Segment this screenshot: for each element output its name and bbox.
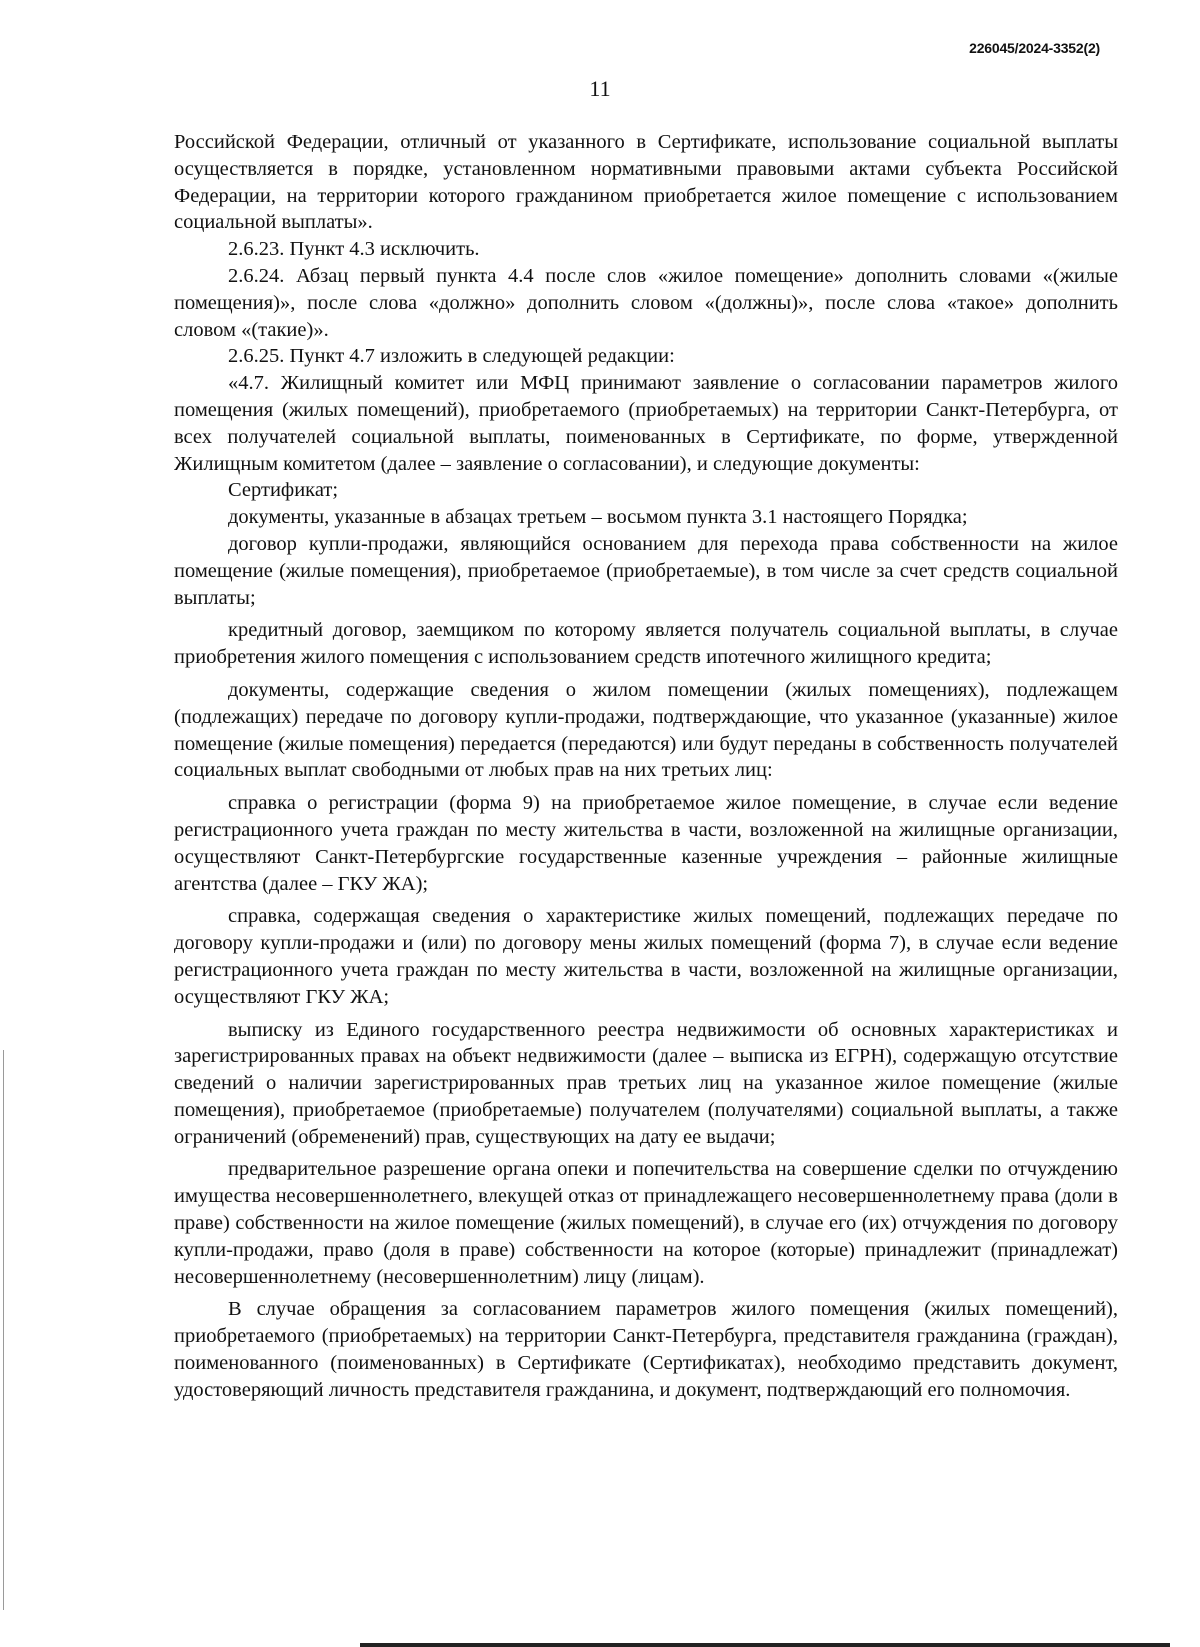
document-id: 226045/2024-3352(2) [969, 40, 1100, 56]
paragraph: документы, указанные в абзацах третьем – восьмом пункта 3.1 настоящего Порядка; [228, 506, 968, 529]
paragraph: В случае обращения за согласованием параметров жилого помещения (жилых помещений), приобретаемого (приобретаемых) на территории Санкт-Петербурга, представителя гражданина (граждан), поименованного (поименованных) в Сертификате (Сертификатах), необходимо представить документ, удостоверяющий личность представителя гражданина, и документ, подтверждающий его полномочия. [174, 1298, 1118, 1401]
paragraph: 2.6.24. Абзац первый пункта 4.4 после слов «жилое помещение» дополнить словами «(жилые помещения)», после слова «должно» дополнить словом «(должны)», после слова «такое» дополнить словом «(такие)». [174, 264, 1118, 341]
paragraph: выписку из Единого государственного реестра недвижимости об основных характеристиках и зарегистрированных правах на объект недвижимости (далее – выписка из ЕГРН), содержащую отсутствие сведений о наличии зарегистрированных прав третьих лиц на указанное жилое помещение (жилые помещения), приобретаемое (приобретаемые) получателем (получателями) социальной выплаты, а также ограничений (обременений) прав, существующих на дату ее выдачи; [174, 1018, 1118, 1148]
paragraph: Российской Федерации, отличный от указанного в Сертификате, использование социальной выплаты осуществляется в порядке, установленном нормативными правовыми актами субъекта Российской Федерации, на территории которого гражданином приобретается жилое помещение с использованием социальной выплаты». [174, 131, 1118, 234]
paragraph: справка о регистрации (форма 9) на приобретаемое жилое помещение, в случае если ведение регистрационного учета граждан по месту жительства в части, возложенной на жилищные организации, осуществляют Санкт-Петербургские государственные казенные учреждения – районные жилищные агентства (далее – ГКУ ЖА); [174, 792, 1118, 895]
paragraph: «4.7. Жилищный комитет или МФЦ принимают заявление о согласовании параметров жилого помещения (жилых помещений), приобретаемого (приобретаемых) на территории Санкт-Петербурга, от всех получателей социальной выплаты, поименованных в Сертификате, по форме, утвержденной Жилищным комитетом (далее – заявление о согласовании), и следующие документы: [174, 372, 1118, 475]
paragraph: договор купли-продажи, являющийся основанием для перехода права собственности на жилое помещение (жилые помещения), приобретаемое (приобретаемые), в том числе за счет средств социальной выплаты; [174, 532, 1118, 609]
scan-edge-line [3, 1050, 4, 1610]
paragraph: предварительное разрешение органа опеки и попечительства на совершение сделки по отчуждению имущества несовершеннолетнего, влекущей отказ от принадлежащего несовершеннолетнему права (доли в праве) собственности на жилое помещение (жилых помещений), в случае его (их) отчуждения по договору купли-продажи, право (доля в праве) собственности на которое (которые) принадлежит (принадлежат) несовершеннолетнему (несовершеннолетним) лицу (лицам). [174, 1158, 1118, 1288]
paragraph: документы, содержащие сведения о жилом помещении (жилых помещениях), подлежащем (подлежащих) передаче по договору купли-продажи, подтверждающие, что указанное (указанные) жилое помещение (жилые помещения) передается (передаются) или будут переданы в собственность получателей социальных выплат свободными от любых прав на них третьих лиц: [174, 678, 1118, 782]
document-body [174, 129, 1118, 1404]
paragraph: кредитный договор, заемщиком по которому является получатель социальной выплаты, в случае приобретения жилого помещения с использованием средств ипотечного жилищного кредита; [174, 619, 1118, 669]
paragraph: 2.6.25. Пункт 4.7 изложить в следующей редакции: [228, 345, 675, 368]
paragraph: 2.6.23. Пункт 4.3 исключить. [228, 238, 480, 261]
scan-bottom-edge [360, 1643, 1170, 1647]
page-number: 11 [589, 76, 611, 101]
paragraph: Сертификат; [228, 479, 339, 502]
paragraph: справка, содержащая сведения о характеристике жилых помещений, подлежащих передаче по договору купли-продажи и (или) по договору мены жилых помещений (форма 7), в случае если ведение регистрационного учета граждан по месту жительства в части, возложенной на жилищные организации, осуществляют ГКУ ЖА; [174, 905, 1118, 1008]
